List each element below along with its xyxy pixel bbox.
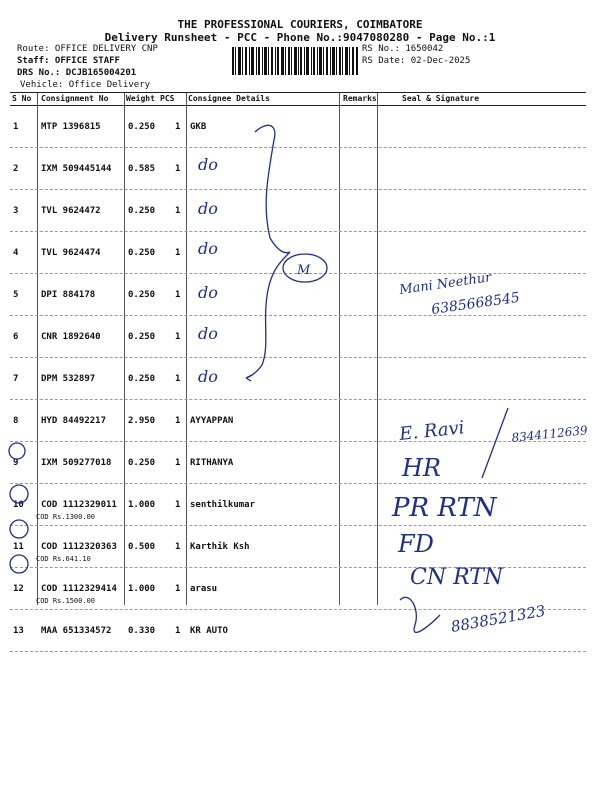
table-row — [10, 484, 586, 526]
row-sno: 7 — [13, 374, 19, 384]
remark-row-11: FD — [398, 530, 434, 558]
row-cod-amount: COD Rs.1500.00 — [36, 597, 96, 605]
row-consignment-no: DPM 532897 — [41, 374, 96, 384]
table-row — [10, 568, 586, 610]
staff-label: Staff: OFFICE STAFF — [17, 56, 120, 66]
ditto-row-6: do — [198, 324, 218, 343]
row-consignment-no: DPI 884178 — [41, 290, 96, 300]
row-pcs: 1 — [175, 206, 181, 216]
row-pcs: 1 — [175, 248, 181, 258]
row-weight: 0.250 — [128, 122, 156, 132]
row-sno: 13 — [13, 626, 24, 636]
row-sno: 6 — [13, 332, 19, 342]
row-cod-amount: COD Rs.641.10 — [36, 555, 91, 563]
col-pcs: PCS — [160, 94, 175, 103]
row-consignment-no: HYD 84492217 — [41, 416, 107, 426]
rs-date: RS Date: 02-Dec-2025 — [362, 56, 471, 66]
row-consignment-no: MTP 1396815 — [41, 122, 101, 132]
row-weight: 0.250 — [128, 290, 156, 300]
runsheet-title: Delivery Runsheet - PCC - Phone No.:9047080280 - Page No.:1 — [104, 31, 496, 44]
col-consignment: Consignment No — [41, 94, 109, 103]
row-sno: 8 — [13, 416, 19, 426]
row-consignment-no: COD 1112329011 — [41, 500, 117, 510]
row-consignment-no: COD 1112329414 — [41, 584, 117, 594]
barcode-image — [232, 47, 358, 75]
signature-5-name: Mani Neethur — [398, 270, 493, 298]
company-name: THE PROFESSIONAL COURIERS, COIMBATORE — [177, 18, 423, 31]
table-row — [10, 442, 586, 484]
ditto-row-2: do — [198, 155, 218, 174]
ditto-row-4: do — [198, 239, 218, 258]
signature-8-phone: 8344112639 — [510, 423, 589, 445]
row-weight: 0.250 — [128, 206, 156, 216]
remark-row-10: PR RTN — [392, 493, 497, 523]
circled-letter: M — [297, 263, 311, 278]
row-weight: 0.500 — [128, 542, 156, 552]
row-pcs: 1 — [175, 416, 181, 426]
row-weight: 2.950 — [128, 416, 156, 426]
ditto-row-5: do — [198, 283, 218, 302]
row-cod-amount: COD Rs.1300.00 — [36, 513, 96, 521]
row-consignment-no: MAA 651334572 — [41, 626, 112, 636]
row-pcs: 1 — [175, 332, 181, 342]
col-sno: S No — [12, 94, 32, 103]
row-weight: 0.330 — [128, 626, 156, 636]
row-pcs: 1 — [175, 122, 181, 132]
remark-row-12: CN RTN — [410, 565, 504, 590]
col-seal: Seal & Signature — [402, 94, 480, 103]
row-pcs: 1 — [175, 626, 181, 636]
row-sno: 10 — [13, 500, 24, 510]
row-sno: 5 — [13, 290, 19, 300]
table-row — [10, 106, 586, 148]
row-pcs: 1 — [175, 542, 181, 552]
col-remarks: Remarks — [343, 94, 377, 103]
row-consignee: GKB — [190, 122, 207, 132]
row-consignment-no: TVL 9624472 — [41, 206, 101, 216]
row-pcs: 1 — [175, 458, 181, 468]
table-row — [10, 358, 586, 400]
row-sno: 9 — [13, 458, 19, 468]
row-consignee: KR AUTO — [190, 626, 228, 636]
table-row — [10, 274, 586, 316]
table-row — [10, 526, 586, 568]
row-weight: 0.250 — [128, 458, 156, 468]
route-label: Route: OFFICE DELIVERY CNP — [17, 44, 158, 54]
row-weight: 0.585 — [128, 164, 156, 174]
row-weight: 1.000 — [128, 500, 156, 510]
row-consignment-no: CNR 1892640 — [41, 332, 101, 342]
table-row — [10, 190, 586, 232]
signature-8: E. Ravi — [398, 417, 466, 445]
row-sno: 12 — [13, 584, 24, 594]
drs-number: DRS No.: DCJB165004201 — [17, 68, 137, 78]
row-weight: 0.250 — [128, 248, 156, 258]
row-sno: 11 — [13, 542, 24, 552]
remark-row-9: HR — [402, 454, 441, 482]
row-sno: 1 — [13, 122, 19, 132]
table-header — [10, 92, 586, 106]
row-pcs: 1 — [175, 290, 181, 300]
row-consignee: RITHANYA — [190, 458, 234, 468]
row-sno: 4 — [13, 248, 19, 258]
row-consignment-no: IXM 509277018 — [41, 458, 112, 468]
table-row — [10, 400, 586, 442]
signature-5-phone: 6385668545 — [430, 289, 521, 318]
signature-13-phone: 8838521323 — [449, 601, 547, 636]
col-consignee: Consignee Details — [188, 94, 270, 103]
row-consignment-no: COD 1112320363 — [41, 542, 117, 552]
row-pcs: 1 — [175, 584, 181, 594]
col-weight: Weight — [126, 94, 155, 103]
row-consignment-no: IXM 509445144 — [41, 164, 112, 174]
row-consignment-no: TVL 9624474 — [41, 248, 101, 258]
row-consignee: AYYAPPAN — [190, 416, 234, 426]
row-consignee: arasu — [190, 584, 218, 594]
table-row — [10, 610, 586, 652]
ditto-row-7: do — [198, 367, 218, 386]
row-consignee: senthilkumar — [190, 500, 256, 510]
row-pcs: 1 — [175, 374, 181, 384]
ditto-row-3: do — [198, 199, 218, 218]
row-sno: 2 — [13, 164, 19, 174]
row-weight: 1.000 — [128, 584, 156, 594]
row-pcs: 1 — [175, 500, 181, 510]
vehicle-label: Vehicle: Office Delivery — [20, 80, 151, 90]
table-row — [10, 148, 586, 190]
row-pcs: 1 — [175, 164, 181, 174]
row-weight: 0.250 — [128, 374, 156, 384]
row-weight: 0.250 — [128, 332, 156, 342]
rs-number: RS No.: 1650042 — [362, 44, 444, 54]
row-sno: 3 — [13, 206, 19, 216]
table-row — [10, 232, 586, 274]
table-row — [10, 316, 586, 358]
runsheet-table — [10, 92, 586, 652]
row-consignee: Karthik Ksh — [190, 542, 250, 552]
